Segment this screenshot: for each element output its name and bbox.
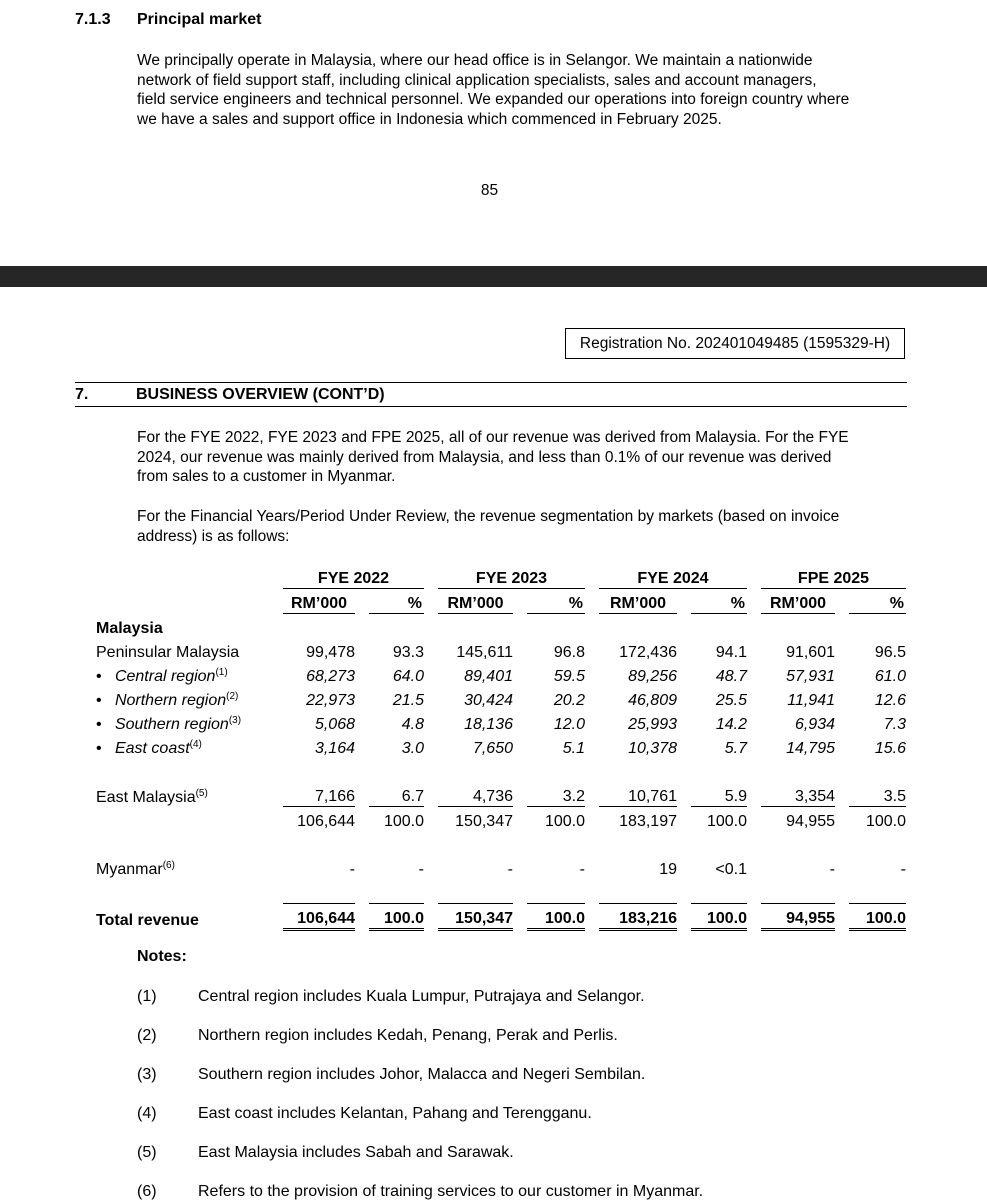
- table-cell: 5.9: [724, 788, 747, 805]
- table-cell: 5.7: [724, 740, 747, 757]
- table-cell: 11,941: [787, 692, 835, 709]
- table-cell: <0.1: [715, 861, 747, 878]
- table-cell: 3.2: [562, 788, 585, 805]
- row-label: Peninsular Malaysia: [96, 644, 240, 661]
- table-row: [96, 734, 906, 758]
- table-cell: 100.0: [691, 807, 747, 832]
- table-cell: 3,354: [794, 788, 835, 805]
- table-cell: 100.0: [691, 904, 747, 930]
- malaysia-subtotal-row: [96, 807, 906, 832]
- note-text: East coast includes Kelantan, Pahang and Terengganu.: [198, 1105, 592, 1122]
- row-label: • Central region$^{(1)}$: [96, 667, 228, 685]
- total-revenue-row: [96, 904, 906, 930]
- table-cell: 7,650: [472, 740, 513, 757]
- table-cell: 7.3: [883, 716, 906, 733]
- pct-header: %: [849, 589, 906, 614]
- revenue-segmentation-table: [96, 564, 906, 931]
- table-cell: 183,216: [599, 904, 677, 930]
- table-cell: 100.0: [369, 904, 424, 930]
- table-cell: 89,256: [628, 668, 677, 685]
- page-number: 85: [480, 182, 499, 199]
- table-cell: 172,436: [619, 644, 677, 661]
- row-label: • Southern region$^{(3)}$: [96, 715, 242, 733]
- unit-header: RM’000: [599, 589, 677, 614]
- table-cell: 100.0: [527, 904, 585, 930]
- table-cell: 22,973: [306, 692, 355, 709]
- table-cell: 6,934: [794, 716, 835, 733]
- period-header: FYE 2023: [438, 564, 585, 589]
- table-cell: -: [829, 861, 835, 878]
- table-cell: 94,955: [761, 904, 835, 930]
- table-cell: 68,273: [306, 668, 355, 685]
- table-cell: -: [349, 861, 355, 878]
- table-cell: 89,401: [464, 668, 513, 685]
- page-separator: [0, 266, 987, 287]
- table-cell: 18,136: [464, 716, 513, 733]
- principal-market-paragraph: We principally operate in Malaysia, where our head office is in Selangor. We maintain a nationwide network of field support staff, including clinical application specialists, sales and account managers, field service engineers and technical personnel. We expanded our operations into foreign country where we have a sales and support office in Indonesia which commenced in February 2025.: [137, 52, 850, 128]
- section-number: 7.1.3: [75, 11, 111, 28]
- registration-box: Registration No. 202401049485 (1595329-H): [565, 328, 905, 359]
- table-cell: 150,347: [438, 904, 513, 930]
- malaysia-heading-row: [96, 614, 906, 639]
- table-cell: 46,809: [628, 692, 677, 709]
- period-header: FPE 2025: [761, 564, 906, 589]
- table-cell: 100.0: [369, 807, 424, 832]
- header-rule-top: [75, 382, 907, 383]
- table-cell: 61.0: [874, 668, 906, 685]
- note-text: Southern region includes Johor, Malacca and Negeri Sembilan.: [198, 1066, 646, 1083]
- table-cell: -: [579, 861, 585, 878]
- table-cell: 21.5: [392, 692, 424, 709]
- table-cell: 100.0: [849, 807, 906, 832]
- note-number: (1): [137, 988, 157, 1005]
- note-text: Northern region includes Kedah, Penang, Perak and Perlis.: [198, 1027, 618, 1044]
- row-label: • East coast$^{(4)}$: [96, 739, 202, 757]
- pct-header: %: [527, 589, 585, 614]
- table-cell: 48.7: [715, 668, 747, 685]
- table-cell: 150,347: [438, 807, 513, 832]
- note-number: (6): [137, 1183, 157, 1200]
- period-header: FYE 2022: [283, 564, 424, 589]
- intro-paragraph-1: For the FYE 2022, FYE 2023 and FPE 2025, all of our revenue was derived from Malaysia. For the FYE 2024, our revenue was mainly derived from Malaysia, and less than 0.1% of our revenue was derived from sales to a customer in Myanmar.: [137, 429, 849, 485]
- table-cell: 64.0: [392, 668, 424, 685]
- table-cell: 14,795: [786, 740, 835, 757]
- pct-header: %: [691, 589, 747, 614]
- unit-header: RM’000: [283, 589, 355, 614]
- period-header: FYE 2024: [599, 564, 747, 589]
- table-cell: 96.8: [553, 644, 585, 661]
- table-cell: 14.2: [715, 716, 747, 733]
- table-cell: -: [418, 861, 424, 878]
- malaysia-heading: Malaysia: [96, 620, 163, 637]
- table-cell: 93.3: [392, 644, 424, 661]
- table-cell: 100.0: [527, 807, 585, 832]
- table-cell: 94.1: [715, 644, 747, 661]
- unit-header-row: [96, 589, 906, 614]
- table-cell: 10,761: [628, 788, 677, 805]
- table-cell: 3.5: [883, 788, 906, 805]
- table-cell: 57,931: [786, 668, 835, 685]
- table-cell: 96.5: [874, 644, 906, 661]
- table-cell: 19: [659, 861, 677, 878]
- header-rule-bottom: [75, 406, 907, 407]
- table-cell: 5,068: [314, 716, 355, 733]
- note-number: (4): [137, 1105, 157, 1122]
- table-cell: 100.0: [849, 904, 906, 930]
- unit-header: RM’000: [438, 589, 513, 614]
- table-cell: 99,478: [306, 644, 355, 661]
- row-label: East Malaysia$^{(5)}$: [96, 787, 208, 806]
- notes-title: Notes:: [137, 948, 187, 965]
- table-row: [96, 662, 906, 686]
- table-cell: 12.0: [553, 716, 585, 733]
- table-cell: 94,955: [761, 807, 835, 832]
- table-cell: 7,166: [314, 788, 355, 805]
- table-cell: 3.0: [401, 740, 424, 757]
- table-cell: 145,611: [456, 644, 513, 661]
- table-row: [96, 686, 906, 710]
- unit-header: RM’000: [761, 589, 835, 614]
- intro-paragraph-2: For the Financial Years/Period Under Review, the revenue segmentation by markets (based on invoice address) is as follows:: [137, 508, 840, 545]
- table-row: [96, 710, 906, 734]
- table-row: [96, 638, 906, 662]
- table-cell: 183,197: [599, 807, 677, 832]
- table-cell: 106,644: [283, 807, 355, 832]
- table-cell: 12.6: [874, 692, 906, 709]
- table-row: [96, 782, 906, 807]
- table-row: [96, 855, 906, 879]
- note-number: (5): [137, 1144, 157, 1161]
- table-cell: 4.8: [401, 716, 424, 733]
- table-cell: 30,424: [464, 692, 513, 709]
- chapter-number: 7.: [75, 386, 89, 403]
- table-cell: 6.7: [401, 788, 424, 805]
- table-cell: -: [507, 861, 513, 878]
- pct-header: %: [369, 589, 424, 614]
- note-text: Central region includes Kuala Lumpur, Putrajaya and Selangor.: [198, 988, 645, 1005]
- period-header-row: [96, 564, 906, 589]
- row-label: Total revenue: [96, 911, 199, 929]
- table-cell: 25.5: [715, 692, 747, 709]
- chapter-title: BUSINESS OVERVIEW (CONT’D): [136, 386, 385, 403]
- note-text: East Malaysia includes Sabah and Sarawak.: [198, 1144, 514, 1161]
- table-cell: 91,601: [786, 644, 835, 661]
- table-cell: 3,164: [314, 740, 355, 757]
- row-label: • Northern region$^{(2)}$: [96, 691, 239, 709]
- table-cell: 15.6: [874, 740, 906, 757]
- table-cell: 59.5: [553, 668, 585, 685]
- note-number: (3): [137, 1066, 157, 1083]
- note-number: (2): [137, 1027, 157, 1044]
- row-label: Myanmar$^{(6)}$: [96, 860, 175, 878]
- section-title: Principal market: [137, 11, 262, 28]
- note-text: Refers to the provision of training services to our customer in Myanmar.: [198, 1183, 704, 1200]
- table-cell: 5.1: [562, 740, 585, 757]
- table-cell: 10,378: [628, 740, 677, 757]
- table-cell: 20.2: [553, 692, 585, 709]
- table-cell: 106,644: [283, 904, 355, 930]
- table-cell: 4,736: [472, 788, 513, 805]
- table-cell: -: [900, 861, 906, 878]
- table-cell: 25,993: [628, 716, 677, 733]
